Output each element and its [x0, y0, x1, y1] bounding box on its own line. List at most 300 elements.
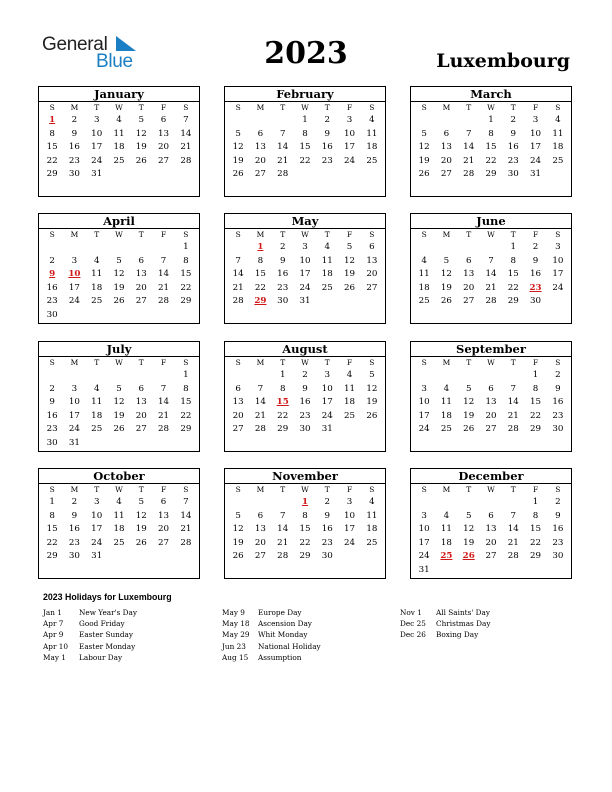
day-cell: 26 — [418, 169, 430, 180]
holiday-name: Christmas Day — [436, 619, 491, 629]
empty-cell — [108, 369, 130, 383]
day-cell: 20 — [254, 537, 266, 548]
weekday-label: S — [183, 103, 189, 112]
day-cell: 9 — [71, 128, 78, 139]
day-cell: 13 — [440, 142, 452, 153]
day-cell: 20 — [485, 410, 497, 421]
holiday-row — [43, 618, 137, 629]
empty-cell — [86, 369, 108, 383]
day-cell: 7 — [279, 128, 286, 139]
day-cell: 20 — [463, 282, 475, 293]
day-cell: 12 — [113, 397, 125, 408]
day-cell: 6 — [488, 383, 494, 394]
day-cell: 2 — [279, 242, 286, 252]
day-cell: 24 — [68, 296, 80, 307]
weekday-label: T — [510, 103, 516, 112]
day-cell: 8 — [302, 510, 308, 521]
day-cell: 11 — [113, 510, 125, 521]
day-cell: 23 — [46, 296, 58, 307]
weekday-label: F — [346, 485, 353, 494]
holiday-row — [222, 607, 321, 618]
day-cell: 9 — [510, 128, 517, 139]
day-cell: 25 — [418, 296, 430, 307]
month-title: September — [411, 342, 571, 357]
day-cell: 3 — [93, 497, 100, 507]
day-cell: 5 — [138, 497, 145, 507]
day-cell: 26 — [440, 296, 452, 307]
weekday-label: T — [138, 485, 144, 494]
day-cell: 18 — [113, 524, 125, 535]
day-cell: 20 — [254, 155, 266, 166]
day-cell: 26 — [232, 551, 244, 562]
day-cell: 30 — [299, 424, 311, 435]
day-cell: 18 — [366, 524, 378, 535]
day-cell: 4 — [443, 383, 450, 394]
holiday-date: May 1 — [43, 652, 66, 662]
empty-cell — [41, 241, 63, 255]
empty-cell — [86, 241, 108, 255]
day-cell: 15 — [485, 142, 497, 153]
day-cell: 5 — [443, 255, 450, 266]
day-cell: 1 — [49, 497, 55, 507]
holiday-date: Nov 1 — [400, 608, 422, 617]
day-cell: 5 — [465, 383, 472, 394]
day-cell: 28 — [180, 155, 192, 166]
holiday-column — [400, 607, 490, 641]
day-cell: 29 — [180, 424, 192, 435]
day-cell: 21 — [180, 524, 192, 535]
day-cell: 3 — [346, 497, 353, 507]
holiday-name: National Holiday — [258, 641, 321, 651]
day-cell: 21 — [507, 410, 519, 421]
day-cell: 26 — [232, 169, 244, 180]
day-cell: 17 — [299, 269, 311, 280]
day-cell: 8 — [183, 383, 189, 394]
day-cell: 3 — [71, 383, 78, 394]
day-cell: 24 — [418, 551, 430, 562]
day-cell: 6 — [257, 510, 264, 521]
day-cell: 18 — [440, 537, 452, 548]
day-cell: 22 — [530, 537, 542, 548]
day-cell: 11 — [91, 269, 103, 280]
holiday-day-cell: 9 — [49, 269, 56, 280]
day-cell: 1 — [183, 242, 189, 252]
day-cell: 23 — [68, 537, 80, 548]
day-cell: 28 — [254, 424, 266, 435]
weekday-label: S — [49, 230, 55, 239]
day-cell: 4 — [346, 370, 353, 380]
weekday-label: F — [160, 230, 167, 239]
day-cell: 8 — [279, 383, 286, 394]
weekday-label: T — [280, 485, 286, 494]
weekday-label: F — [532, 230, 539, 239]
day-cell: 30 — [68, 169, 80, 180]
month-title: October — [39, 469, 199, 484]
day-cell: 31 — [91, 169, 103, 180]
day-cell: 3 — [71, 255, 78, 266]
holiday-day-cell: 29 — [254, 296, 267, 307]
day-cell: 12 — [463, 524, 475, 535]
day-cell: 19 — [366, 397, 378, 408]
empty-cell — [413, 241, 435, 255]
day-cell: 9 — [279, 255, 286, 266]
weekday-label: F — [346, 103, 353, 112]
country-title: Luxembourg — [436, 50, 570, 72]
day-cell: 13 — [135, 269, 147, 280]
day-cell: 7 — [183, 497, 189, 507]
holiday-date: Aug 15 — [222, 652, 249, 662]
day-cell: 10 — [299, 255, 311, 266]
day-cell: 22 — [277, 410, 289, 421]
holiday-date: May 29 — [222, 630, 250, 640]
day-cell: 14 — [158, 269, 170, 280]
day-cell: 15 — [530, 524, 542, 535]
holiday-name: Easter Sunday — [79, 630, 134, 640]
day-cell: 5 — [116, 255, 122, 266]
day-cell: 23 — [277, 282, 289, 293]
day-cell: 11 — [440, 397, 452, 408]
day-cell: 30 — [46, 309, 58, 320]
weekday-label: S — [555, 485, 561, 494]
day-cell: 10 — [418, 397, 430, 408]
weekday-label: S — [369, 230, 375, 239]
day-cell: 15 — [180, 397, 192, 408]
weekday-label: F — [160, 485, 167, 494]
day-cell: 12 — [232, 142, 244, 153]
day-cell: 23 — [299, 410, 311, 421]
day-cell: 19 — [418, 155, 430, 166]
day-cell: 12 — [113, 269, 125, 280]
day-cell: 18 — [418, 282, 430, 293]
empty-cell — [249, 369, 271, 383]
day-cell: 17 — [552, 269, 564, 280]
day-cell: 12 — [418, 142, 430, 153]
day-cell: 4 — [369, 497, 375, 507]
day-cell: 25 — [91, 296, 103, 307]
day-cell: 10 — [344, 510, 356, 521]
day-cell: 24 — [299, 282, 311, 293]
weekday-label: S — [421, 230, 427, 239]
weekday-label: T — [466, 230, 472, 239]
month-september — [410, 341, 572, 452]
holiday-row — [400, 629, 490, 640]
weekday-label: T — [94, 485, 100, 494]
weekday-label: T — [466, 485, 472, 494]
day-cell: 7 — [510, 510, 517, 521]
day-cell: 2 — [71, 497, 78, 507]
month-title: January — [39, 87, 199, 102]
day-cell: 13 — [463, 269, 475, 280]
day-cell: 17 — [91, 142, 103, 153]
day-cell: 17 — [344, 142, 356, 153]
weekday-label: M — [256, 230, 265, 239]
weekday-label: W — [487, 230, 495, 239]
empty-cell — [130, 369, 152, 383]
day-cell: 16 — [530, 269, 542, 280]
empty-cell — [458, 369, 480, 383]
month-december — [410, 468, 572, 579]
month-january — [38, 86, 200, 197]
weekday-label: M — [442, 485, 451, 494]
day-cell: 23 — [552, 537, 564, 548]
holiday-date: Apr 10 — [43, 641, 69, 651]
day-cell: 22 — [299, 155, 311, 166]
day-cell: 18 — [91, 282, 103, 293]
holiday-row — [400, 607, 490, 618]
month-april — [38, 213, 200, 324]
day-cell: 8 — [183, 255, 189, 266]
day-cell: 19 — [135, 142, 147, 153]
day-cell: 16 — [507, 142, 519, 153]
day-cell: 13 — [485, 397, 497, 408]
day-cell: 24 — [344, 155, 356, 166]
weekday-label: M — [70, 230, 79, 239]
holiday-row — [43, 641, 137, 652]
day-cell: 13 — [366, 255, 378, 266]
weekday-label: T — [510, 485, 516, 494]
day-cell: 25 — [91, 424, 103, 435]
day-cell: 15 — [507, 269, 519, 280]
day-grid — [411, 102, 571, 182]
day-cell: 17 — [321, 397, 333, 408]
day-cell: 14 — [277, 524, 289, 535]
day-cell: 27 — [135, 296, 147, 307]
day-cell: 2 — [510, 115, 517, 125]
day-cell: 8 — [257, 255, 264, 266]
day-cell: 22 — [180, 282, 192, 293]
day-cell: 3 — [302, 242, 308, 252]
day-cell: 10 — [321, 383, 333, 394]
day-cell: 28 — [463, 169, 475, 180]
day-cell: 9 — [532, 255, 539, 266]
day-cell: 2 — [324, 115, 331, 125]
day-cell: 29 — [485, 169, 497, 180]
weekday-label: W — [301, 103, 309, 112]
day-cell: 28 — [485, 296, 497, 307]
holiday-day-cell: 10 — [68, 269, 81, 280]
weekday-label: T — [138, 358, 144, 367]
month-title: November — [225, 469, 385, 484]
day-cell: 4 — [93, 255, 100, 266]
weekday-label: T — [324, 485, 330, 494]
day-cell: 1 — [279, 370, 286, 380]
day-grid — [411, 484, 571, 578]
day-cell: 6 — [235, 383, 241, 394]
day-grid — [39, 229, 199, 323]
weekday-label: M — [442, 103, 451, 112]
day-cell: 20 — [485, 537, 497, 548]
day-cell: 8 — [510, 255, 517, 266]
empty-cell — [130, 241, 152, 255]
day-grid — [225, 484, 385, 564]
month-may — [224, 213, 386, 324]
day-cell: 5 — [116, 383, 122, 394]
holiday-day-cell: 1 — [257, 242, 264, 252]
day-cell: 1 — [532, 497, 539, 507]
day-cell: 29 — [46, 169, 58, 180]
day-cell: 24 — [344, 537, 356, 548]
day-cell: 14 — [277, 142, 289, 153]
day-cell: 21 — [254, 410, 266, 421]
day-cell: 8 — [49, 510, 55, 521]
day-cell: 17 — [418, 410, 430, 421]
day-cell: 27 — [440, 169, 452, 180]
weekday-label: W — [115, 103, 123, 112]
day-cell: 7 — [465, 128, 472, 139]
weekday-label: S — [183, 485, 189, 494]
day-cell: 24 — [321, 410, 333, 421]
empty-cell — [413, 114, 435, 128]
day-cell: 20 — [135, 410, 147, 421]
day-cell: 24 — [552, 282, 564, 293]
day-cell: 9 — [555, 510, 561, 521]
holiday-row — [222, 641, 321, 652]
day-cell: 7 — [160, 255, 167, 266]
day-cell: 17 — [91, 524, 103, 535]
day-cell: 28 — [232, 296, 244, 307]
weekday-label: M — [256, 103, 265, 112]
day-cell: 2 — [324, 497, 331, 507]
day-cell: 15 — [254, 269, 266, 280]
month-title: May — [225, 214, 385, 229]
day-cell: 26 — [113, 296, 125, 307]
day-cell: 8 — [532, 383, 539, 394]
weekday-label: W — [115, 485, 123, 494]
holiday-name: Labour Day — [79, 652, 123, 662]
day-cell: 20 — [158, 524, 170, 535]
day-cell: 6 — [257, 128, 264, 139]
weekday-label: S — [421, 103, 427, 112]
weekday-label: T — [94, 103, 100, 112]
weekday-label: W — [115, 358, 123, 367]
day-cell: 31 — [321, 424, 333, 435]
day-cell: 26 — [135, 155, 147, 166]
day-grid — [39, 102, 199, 182]
day-cell: 22 — [530, 410, 542, 421]
day-cell: 4 — [116, 115, 122, 125]
day-cell: 3 — [421, 510, 427, 521]
day-cell: 17 — [530, 142, 542, 153]
weekday-label: S — [555, 358, 561, 367]
weekday-label: S — [49, 103, 55, 112]
day-cell: 3 — [532, 115, 539, 125]
weekday-label: T — [94, 358, 100, 367]
day-cell: 13 — [485, 524, 497, 535]
day-cell: 3 — [324, 370, 331, 380]
day-cell: 18 — [366, 142, 378, 153]
holiday-name: Easter Monday — [79, 641, 136, 651]
day-cell: 2 — [302, 370, 308, 380]
day-cell: 16 — [321, 142, 333, 153]
day-cell: 2 — [555, 370, 561, 380]
day-cell: 18 — [91, 410, 103, 421]
day-cell: 12 — [440, 269, 452, 280]
day-cell: 22 — [507, 282, 519, 293]
day-cell: 12 — [135, 510, 147, 521]
day-cell: 27 — [366, 282, 378, 293]
day-grid — [225, 357, 385, 437]
day-cell: 18 — [321, 269, 333, 280]
day-cell: 7 — [279, 510, 286, 521]
day-cell: 27 — [232, 424, 244, 435]
day-cell: 4 — [93, 383, 100, 394]
empty-cell — [480, 241, 502, 255]
day-cell: 11 — [321, 255, 333, 266]
empty-cell — [249, 114, 271, 128]
weekday-label: S — [555, 103, 561, 112]
day-cell: 7 — [183, 115, 189, 125]
day-cell: 27 — [158, 537, 170, 548]
day-cell: 8 — [302, 128, 308, 139]
weekday-label: M — [70, 485, 79, 494]
day-cell: 19 — [232, 537, 244, 548]
month-title: December — [411, 469, 571, 484]
day-cell: 28 — [507, 424, 519, 435]
holiday-day-cell: 26 — [462, 551, 475, 562]
day-cell: 7 — [160, 383, 167, 394]
holiday-name: All Saints' Day — [436, 608, 490, 617]
day-cell: 5 — [346, 242, 353, 252]
day-cell: 27 — [485, 424, 497, 435]
day-cell: 25 — [552, 155, 564, 166]
day-cell: 6 — [160, 497, 167, 507]
weekday-label: M — [256, 485, 265, 494]
month-title: March — [411, 87, 571, 102]
day-cell: 10 — [530, 128, 542, 139]
day-cell: 24 — [91, 155, 103, 166]
month-title: June — [411, 214, 571, 229]
day-cell: 2 — [71, 115, 78, 125]
holiday-date: Apr 7 — [43, 619, 64, 629]
holiday-name: Boxing Day — [436, 630, 479, 640]
day-cell: 29 — [530, 424, 542, 435]
day-cell: 21 — [463, 155, 475, 166]
month-november — [224, 468, 386, 579]
day-cell: 11 — [91, 397, 103, 408]
holiday-name: Assumption — [258, 652, 302, 662]
day-cell: 25 — [113, 155, 125, 166]
day-cell: 30 — [552, 424, 564, 435]
day-cell: 11 — [344, 383, 356, 394]
day-cell: 21 — [507, 537, 519, 548]
weekday-label: M — [70, 103, 79, 112]
day-cell: 21 — [277, 537, 289, 548]
day-cell: 1 — [510, 242, 517, 252]
empty-cell — [502, 496, 524, 510]
weekday-label: T — [94, 230, 100, 239]
empty-cell — [413, 369, 435, 383]
weekday-label: S — [369, 103, 375, 112]
day-cell: 12 — [463, 397, 475, 408]
holiday-name: Whit Monday — [258, 630, 308, 640]
day-cell: 15 — [46, 142, 58, 153]
month-title: August — [225, 342, 385, 357]
day-cell: 14 — [507, 524, 519, 535]
day-cell: 22 — [299, 537, 311, 548]
day-cell: 31 — [530, 169, 542, 180]
day-cell: 8 — [488, 128, 494, 139]
day-cell: 26 — [113, 424, 125, 435]
empty-cell — [272, 496, 294, 510]
day-cell: 18 — [113, 142, 125, 153]
day-cell: 30 — [46, 437, 58, 448]
empty-cell — [435, 241, 457, 255]
empty-cell — [480, 496, 502, 510]
holiday-row — [222, 629, 321, 640]
day-cell: 30 — [68, 551, 80, 562]
day-grid — [225, 102, 385, 182]
holiday-row — [43, 652, 137, 663]
